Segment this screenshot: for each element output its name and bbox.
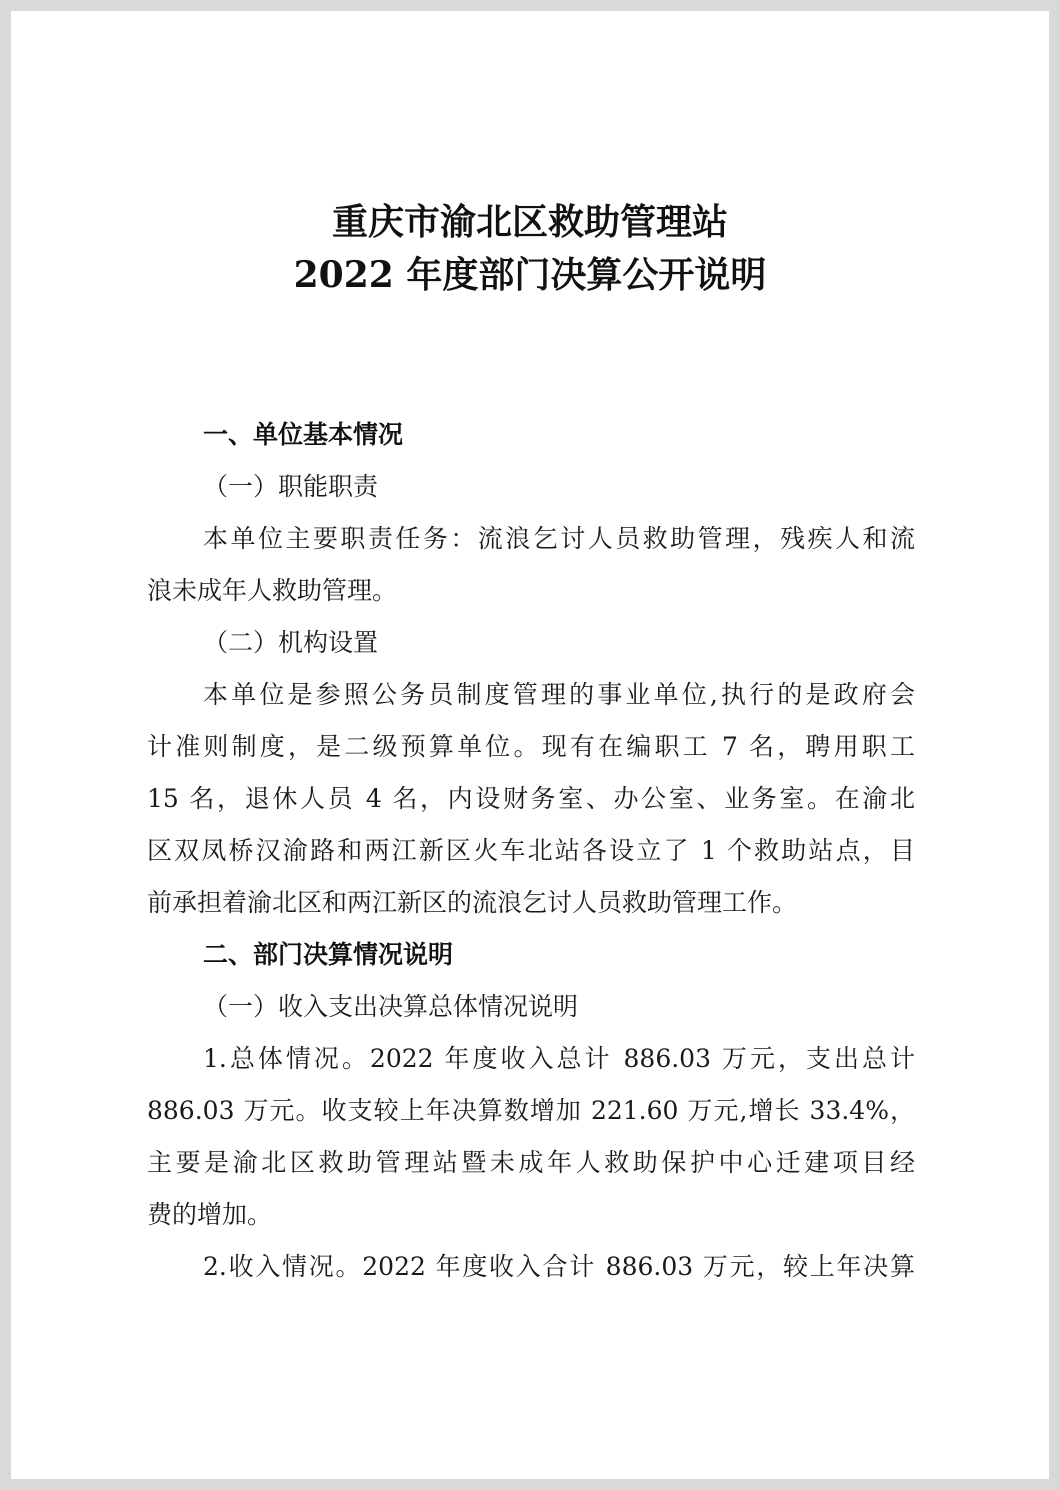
paragraph-line: 2.收入情况。2022 年度收入合计 886.03 万元，较上年决算 bbox=[203, 1252, 915, 1281]
paragraph-line: 浪未成年人救助管理。 bbox=[147, 576, 398, 605]
document-body bbox=[147, 409, 915, 1293]
paragraph-line: 费的增加。 bbox=[147, 1200, 273, 1229]
paragraph-line: 886.03 万元。收支较上年决算数增加 221.60 万元,增长 33.4%， bbox=[147, 1096, 915, 1125]
paragraph-line: 主要是渝北区救助管理站暨未成年人救助保护中心迁建项目经 bbox=[147, 1148, 915, 1177]
title-line-2: 2022 年度部门决算公开说明 bbox=[293, 254, 767, 296]
paragraph-line: 本单位是参照公务员制度管理的事业单位,执行的是政府会 bbox=[203, 680, 915, 709]
document-title bbox=[0, 196, 1060, 302]
paragraph-line: 计准则制度，是二级预算单位。现有在编职工 7 名，聘用职工 bbox=[147, 732, 915, 761]
paragraph-line: 区双凤桥汉渝路和两江新区火车北站各设立了 1 个救助站点，目 bbox=[147, 836, 915, 865]
subsection-heading: （一）职能职责 bbox=[203, 472, 379, 501]
paragraph-line: 本单位主要职责任务：流浪乞讨人员救助管理，残疾人和流 bbox=[203, 524, 915, 553]
section-heading: 一、单位基本情况 bbox=[203, 420, 404, 449]
paragraph-line: 15 名，退休人员 4 名，内设财务室、办公室、业务室。在渝北 bbox=[147, 784, 915, 813]
section-heading: 二、部门决算情况说明 bbox=[203, 940, 454, 969]
paragraph-line: 1.总体情况。2022 年度收入总计 886.03 万元，支出总计 bbox=[203, 1044, 915, 1073]
paragraph-line: 前承担着渝北区和两江新区的流浪乞讨人员救助管理工作。 bbox=[147, 888, 798, 917]
title-line-1: 重庆市渝北区救助管理站 bbox=[331, 201, 728, 243]
subsection-heading: （一）收入支出决算总体情况说明 bbox=[203, 992, 579, 1021]
subsection-heading: （二）机构设置 bbox=[203, 628, 379, 657]
